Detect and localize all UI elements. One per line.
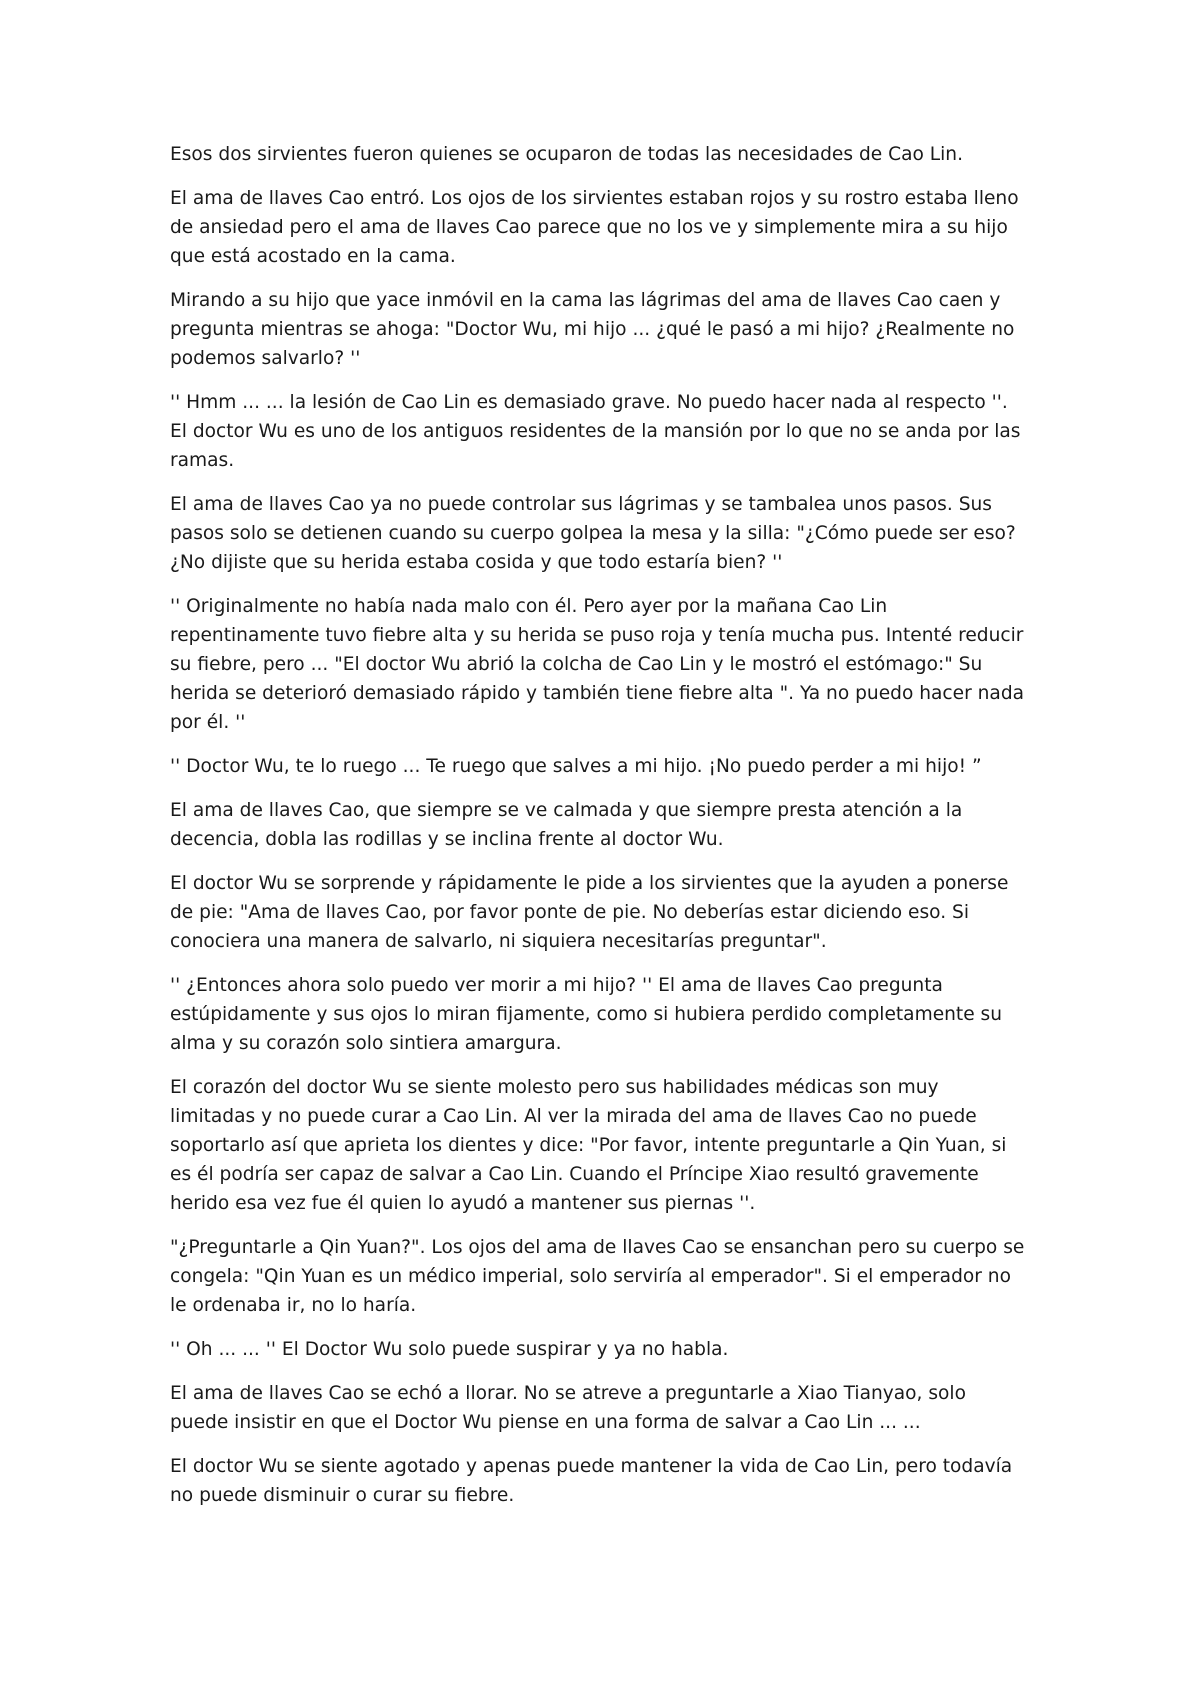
paragraph: '' Hmm ... ... la lesión de Cao Lin es demasiado grave. No puedo hacer nada al respecto ''. El doctor Wu es uno de los antiguos residentes de la mansión por lo que no se anda por las ramas. bbox=[170, 392, 1021, 471]
paragraph: El ama de llaves Cao entró. Los ojos de los sirvientes estaban rojos y su rostro estaba lleno de ansiedad pero el ama de llaves Cao parece que no los ve y simplemente mira a su hijo que está acostado en la cama. bbox=[170, 188, 1019, 267]
paragraph: "¿Preguntarle a Qin Yuan?". Los ojos del ama de llaves Cao se ensanchan pero su cuerpo se congela: "Qin Yuan es un médico imperial, solo serviría al emperador". Si el emperador no le ordenaba ir, no lo haría. bbox=[170, 1237, 1025, 1316]
document-body bbox=[170, 140, 1026, 1525]
paragraph: Esos dos sirvientes fueron quienes se ocuparon de todas las necesidades de Cao Lin. bbox=[170, 144, 964, 165]
paragraph: '' Originalmente no había nada malo con él. Pero ayer por la mañana Cao Lin repentinamente tuvo fiebre alta y su herida se puso roja y tenía mucha pus. Intenté reducir su fiebre, pero ... "El doctor Wu abrió la colcha de Cao Lin y le mostró el estómago:" Su herida se deterioró demasiado rápido y también tiene fiebre alta ". Ya no puedo hacer nada por él. '' bbox=[170, 596, 1025, 733]
paragraph: El corazón del doctor Wu se siente molesto pero sus habilidades médicas son muy limitadas y no puede curar a Cao Lin. Al ver la mirada del ama de llaves Cao no puede soportarlo así que aprieta los dientes y dice: "Por favor, intente preguntarle a Qin Yuan, si es él podría ser capaz de salvar a Cao Lin. Cuando el Príncipe Xiao resultó gravemente herido esa vez fue él quien lo ayudó a mantener sus piernas ''. bbox=[170, 1077, 1007, 1214]
paragraph: '' ¿Entonces ahora solo puedo ver morir a mi hijo? '' El ama de llaves Cao pregunta estúpidamente y sus ojos lo miran fijamente, como si hubiera perdido completamente su alma y su corazón solo sintiera amargura. bbox=[170, 975, 1003, 1054]
paragraph: El doctor Wu se sorprende y rápidamente le pide a los sirvientes que la ayuden a ponerse de pie: "Ama de llaves Cao, por favor ponte de pie. No deberías estar diciendo eso. Si conociera una manera de salvarlo, ni siquiera necesitarías preguntar". bbox=[170, 873, 1009, 952]
paragraph: '' Doctor Wu, te lo ruego ... Te ruego que salves a mi hijo. ¡No puedo perder a mi hijo! ” bbox=[170, 756, 982, 777]
paragraph: El ama de llaves Cao, que siempre se ve calmada y que siempre presta atención a la decencia, dobla las rodillas y se inclina frente al doctor Wu. bbox=[170, 800, 963, 850]
paragraph: El ama de llaves Cao ya no puede controlar sus lágrimas y se tambalea unos pasos. Sus pasos solo se detienen cuando su cuerpo golpea la mesa y la silla: "¿Cómo puede ser eso? ¿No dijiste que su herida estaba cosida y que todo estaría bien? '' bbox=[170, 494, 1016, 573]
paragraph: '' Oh ... ... '' El Doctor Wu solo puede suspirar y ya no habla. bbox=[170, 1339, 729, 1360]
paragraph: El doctor Wu se siente agotado y apenas puede mantener la vida de Cao Lin, pero todavía no puede disminuir o curar su fiebre. bbox=[170, 1456, 1013, 1506]
paragraph: El ama de llaves Cao se echó a llorar. No se atreve a preguntarle a Xiao Tianyao, solo puede insistir en que el Doctor Wu piense en una forma de salvar a Cao Lin ... ... bbox=[170, 1383, 966, 1433]
paragraph: Mirando a su hijo que yace inmóvil en la cama las lágrimas del ama de llaves Cao caen y pregunta mientras se ahoga: "Doctor Wu, mi hijo ... ¿qué le pasó a mi hijo? ¿Realmente no podemos salvarlo? '' bbox=[170, 290, 1015, 369]
